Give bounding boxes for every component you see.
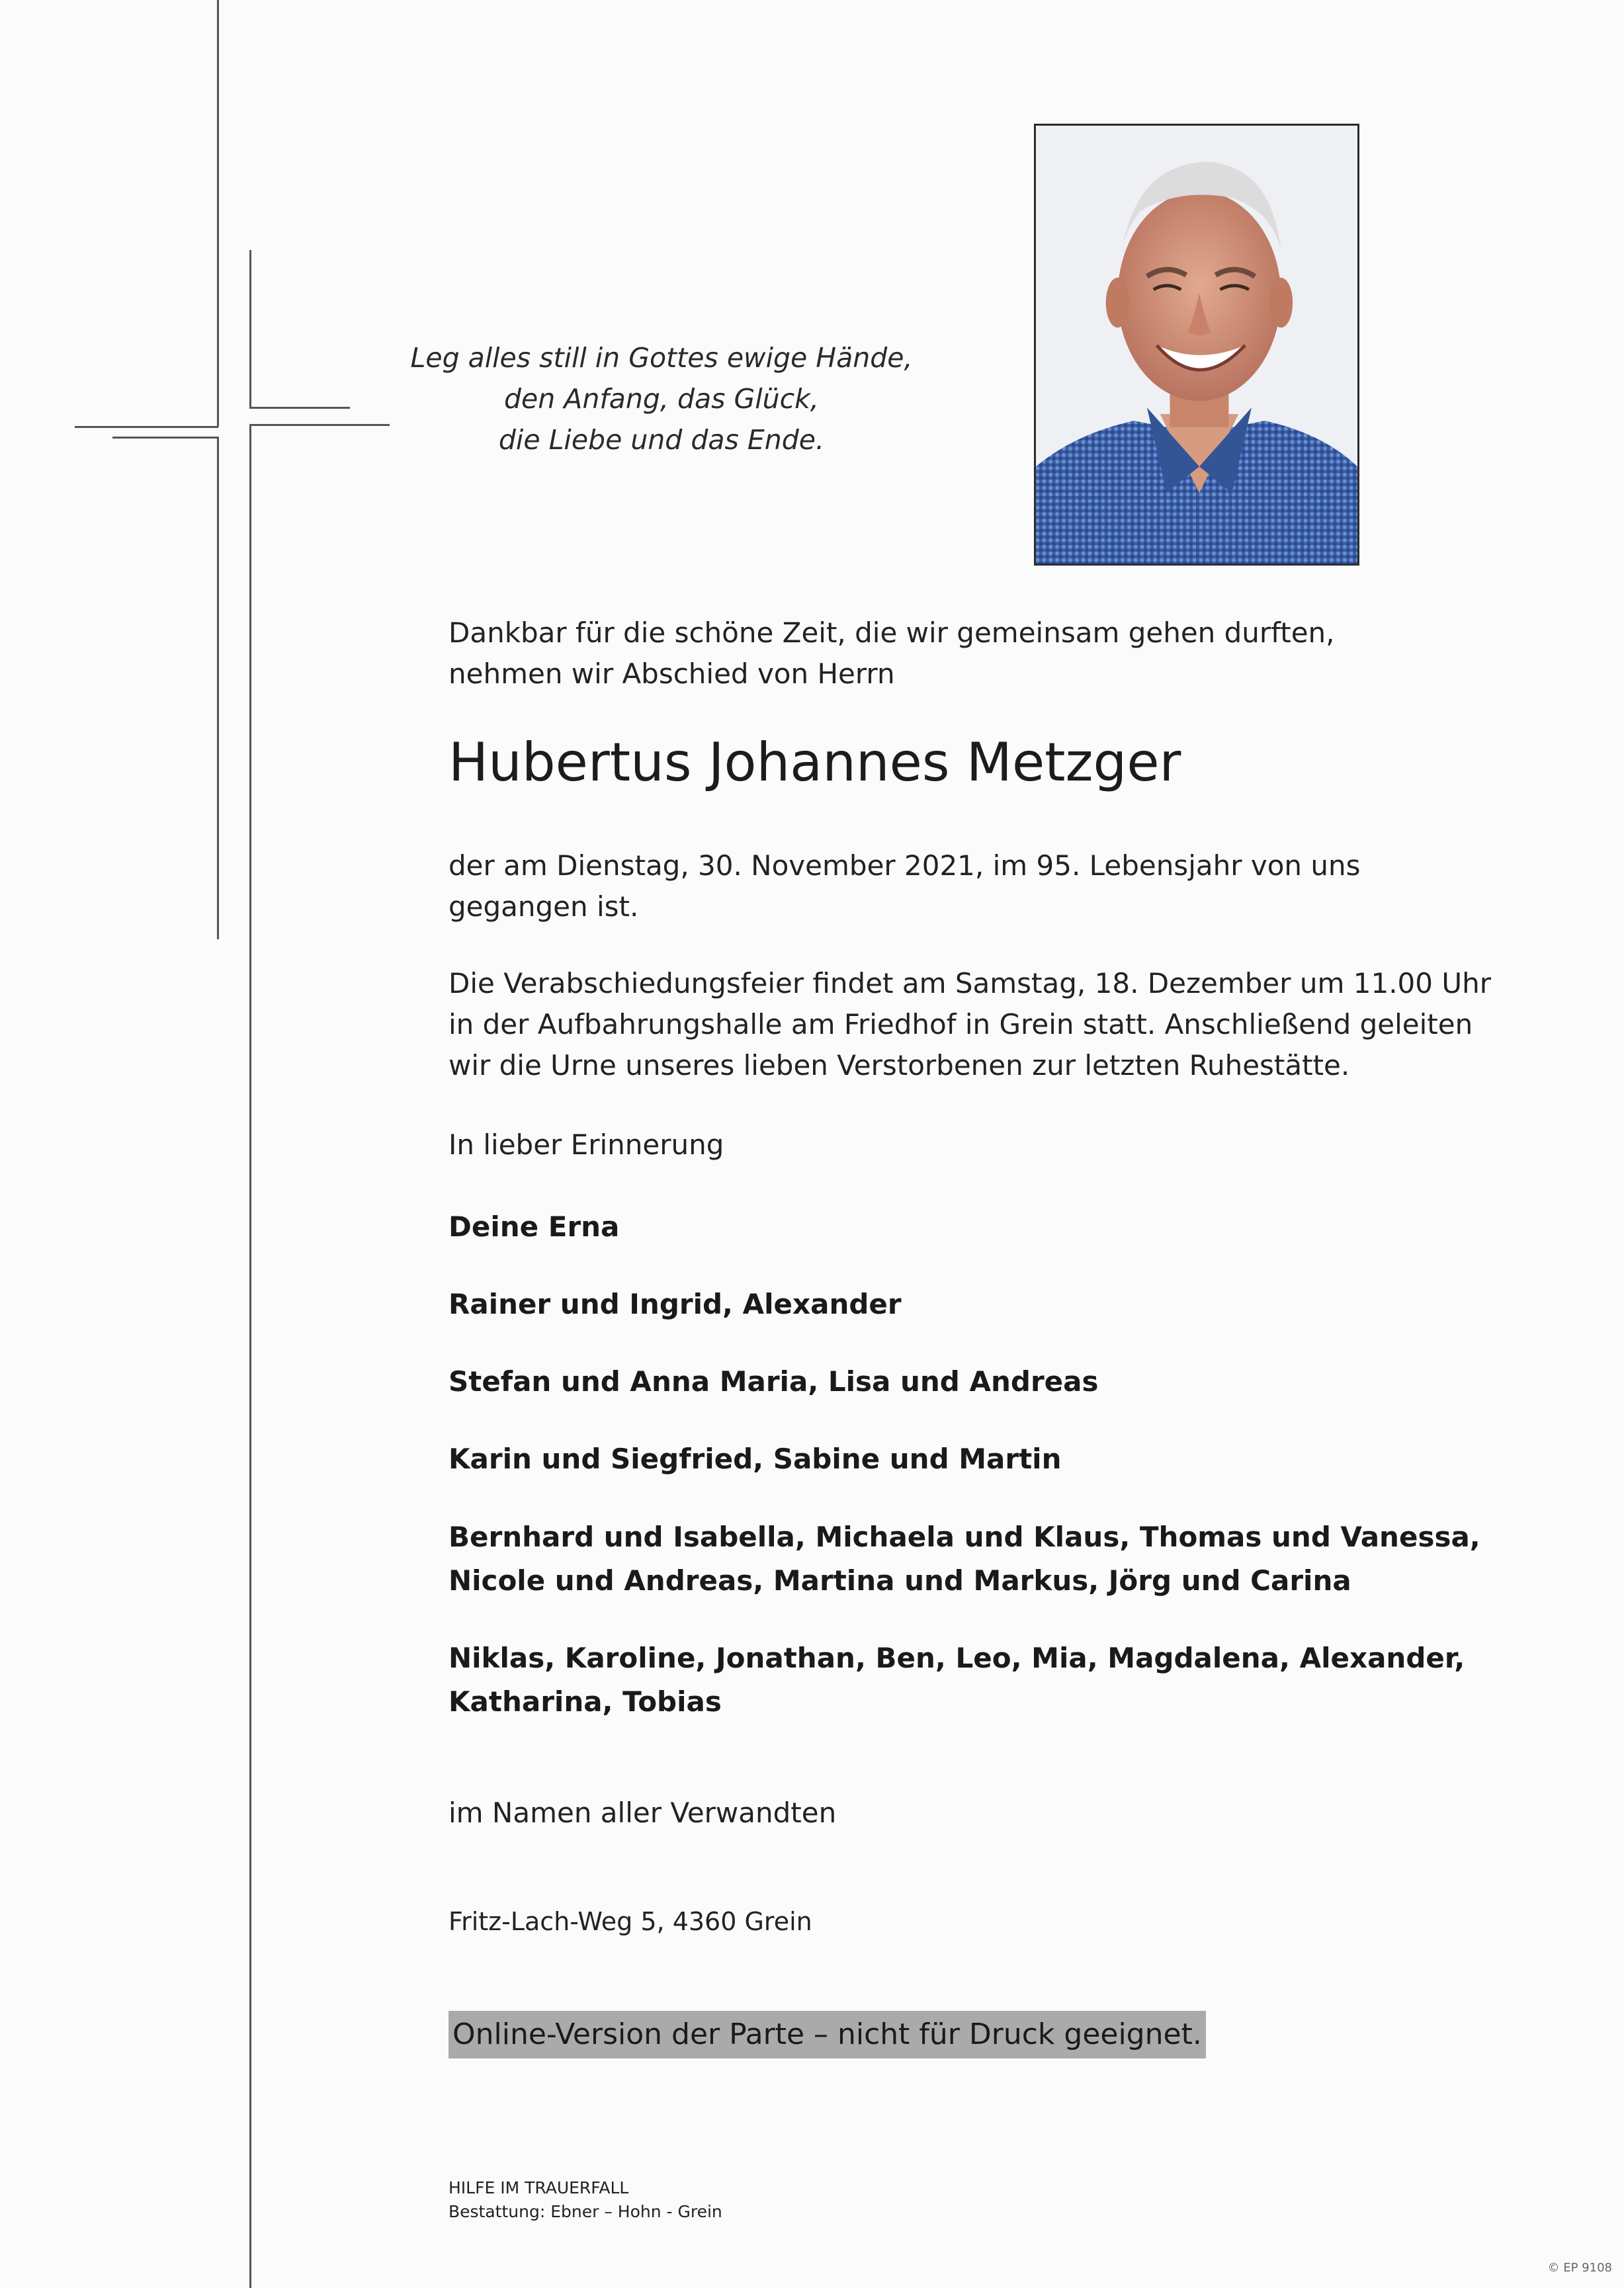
cross-line: [249, 424, 390, 426]
family-entry: [449, 1205, 1480, 1249]
death-notice-line: gegangen ist.: [449, 890, 639, 923]
cross-line: [249, 424, 251, 2288]
family-line: Karin und Siegfried, Sabine und Martin: [449, 1443, 1062, 1475]
ceremony-line: in der Aufbahrungshalle am Friedhof in Grein statt. Anschließend geleiten: [449, 1008, 1473, 1040]
intro-line: Dankbar für die schöne Zeit, die wir gemeinsam gehen durften,: [449, 616, 1335, 649]
cross-line: [217, 437, 219, 939]
cross-line: [249, 250, 251, 409]
footer-line: Bestattung: Ebner – Hohn - Grein: [449, 2202, 722, 2221]
memorial-quote: [370, 337, 953, 460]
family-entry: [449, 1360, 1480, 1404]
relatives-text: [449, 1793, 1454, 1834]
address-text: [449, 1901, 1454, 1942]
portrait-illustration: [1036, 126, 1357, 564]
remembrance-text: [449, 1124, 1454, 1165]
death-notice-line: der am Dienstag, 30. November 2021, im 95. Lebensjahr von uns: [449, 849, 1361, 882]
death-notice-text: [449, 845, 1454, 927]
remembrance-line: In lieber Erinnerung: [449, 1128, 724, 1161]
family-entry: [449, 1283, 1480, 1326]
footer-line: HILFE IM TRAUERFALL: [449, 2178, 629, 2197]
relatives-line: im Namen aller Verwandten: [449, 1797, 837, 1829]
online-version-notice: Online-Version der Parte – nicht für Druck geeignet.: [449, 2011, 1206, 2058]
ceremony-line: wir die Urne unseres lieben Verstorbenen zur letzten Ruhestätte.: [449, 1049, 1350, 1081]
cross-line: [217, 0, 219, 427]
family-line: Katharina, Tobias: [449, 1685, 722, 1718]
quote-line: den Anfang, das Glück,: [504, 383, 819, 415]
print-code: © EP 9108: [1547, 2261, 1612, 2275]
intro-line: nehmen wir Abschied von Herrn: [449, 657, 895, 690]
family-line: Niklas, Karoline, Jonathan, Ben, Leo, Mia, Magdalena, Alexander,: [449, 1642, 1465, 1674]
address-line: Fritz-Lach-Weg 5, 4360 Grein: [449, 1907, 812, 1936]
quote-line: die Liebe und das Ende.: [498, 424, 825, 456]
deceased-name: Hubertus Johannes Metzger: [449, 732, 1181, 793]
family-line: Nicole und Andreas, Martina und Markus, Jörg und Carina: [449, 1564, 1351, 1597]
family-entry: [449, 1437, 1480, 1481]
family-entry: [449, 1515, 1480, 1603]
family-line: Rainer und Ingrid, Alexander: [449, 1288, 902, 1320]
portrait-photo: [1034, 124, 1359, 566]
intro-text: [449, 613, 1454, 695]
ceremony-line: Die Verabschiedungsfeier findet am Samstag, 18. Dezember um 11.00 Uhr: [449, 967, 1491, 999]
ceremony-text: [449, 963, 1491, 1086]
cross-line: [112, 437, 218, 439]
family-line: Bernhard und Isabella, Michaela und Klaus, Thomas und Vanessa,: [449, 1521, 1480, 1553]
footer: [449, 2176, 722, 2224]
cross-line: [75, 426, 218, 428]
family-line: Deine Erna: [449, 1210, 620, 1243]
family-entry: [449, 1636, 1480, 1724]
cross-line: [249, 407, 350, 409]
quote-line: Leg alles still in Gottes ewige Hände,: [410, 342, 913, 374]
family-line: Stefan und Anna Maria, Lisa und Andreas: [449, 1365, 1099, 1398]
